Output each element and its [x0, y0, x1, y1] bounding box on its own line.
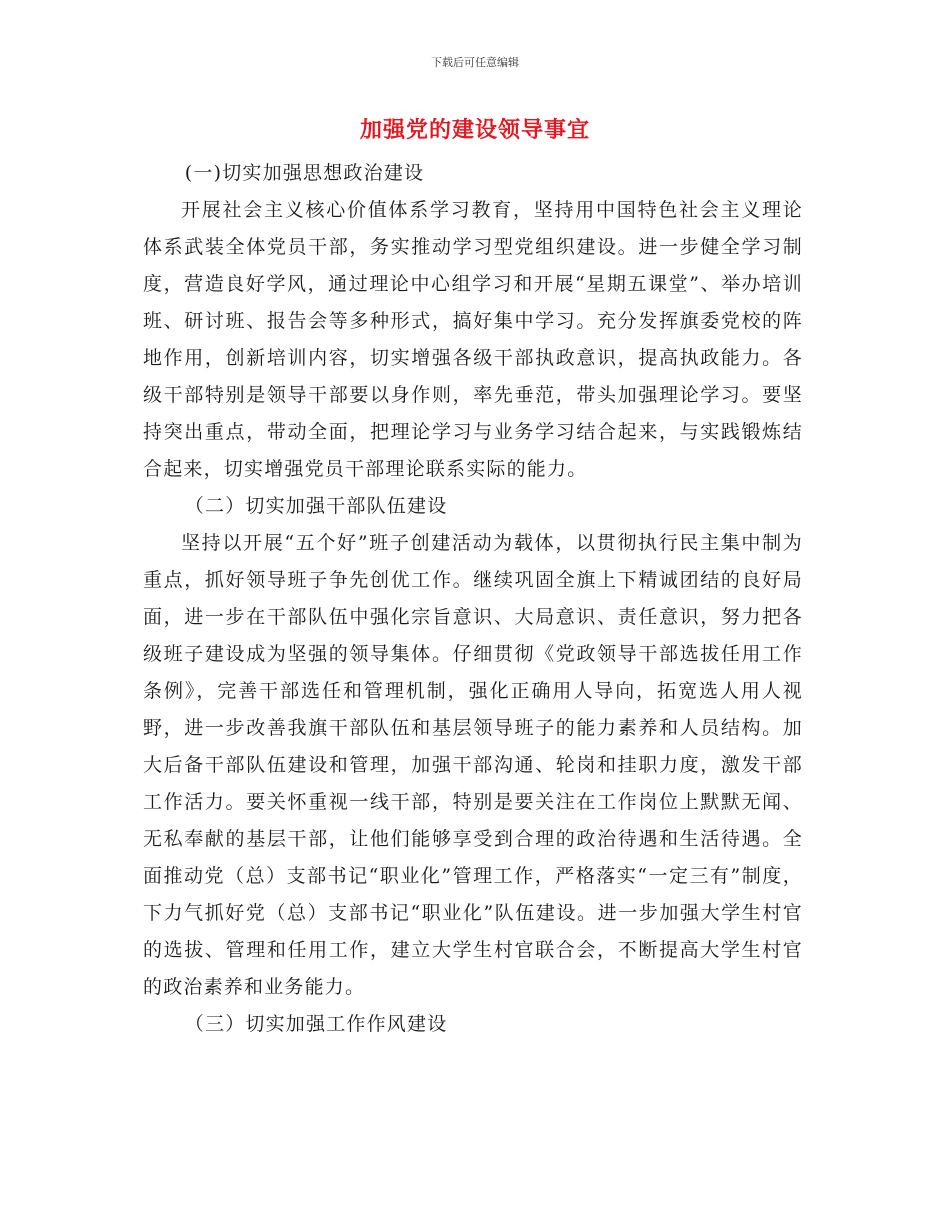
document-body: [143, 155, 803, 1043]
paragraph-2: 坚持以开展“五个好”班子创建活动为载体，以贯彻执行民主集中制为重点，抓好领导班子争先创优工作。继续巩固全旗上下精诚团结的良好局面，进一步在干部队伍中强化宗旨意识、大局意识、责任意识，努力把各级班子建设成为坚强的领导集体。仔细贯彻《党政领导干部选拔任用工作条例》，完善干部选任和管理机制，强化正确用人导向，拓宽选人用人视野，进一步改善我旗干部队伍和基层领导班子的能力素养和人员结构。加大后备干部队伍建设和管理，加强干部沟通、轮岗和挂职力度，激发干部工作活力。要关怀重视一线干部，特别是要关注在工作岗位上默默无闻、无私奉献的基层干部，让他们能够享受到合理的政治待遇和生活待遇。全面推动党（总）支部书记“职业化”管理工作，严格落实“一定三有”制度，下力气抓好党（总）支部书记“职业化”队伍建设。进一步加强大学生村官的选拔、管理和任用工作，建立大学生村官联合会，不断提高大学生村官的政治素养和业务能力。: [143, 532, 803, 998]
section-heading-1: (一)切实加强思想政治建设: [184, 162, 425, 184]
section-heading-2: （二）切实加强干部队伍建设: [184, 495, 448, 517]
section-heading-3: （三）切实加强工作作风建设: [184, 1013, 448, 1035]
document-title: 加强党的建设领导事宜: [359, 117, 590, 143]
header-note: 下载后可任意编辑: [431, 56, 519, 69]
paragraph-1: 开展社会主义核心价值体系学习教育，坚持用中国特色社会主义理论体系武装全体党员干部，务实推动学习型党组织建设。进一步健全学习制度，营造良好学风，通过理论中心组学习和开展“星期五课堂”、举办培训班、研讨班、报告会等多种形式，搞好集中学习。充分发挥旗委党校的阵地作用，创新培训内容，切实增强各级干部执政意识，提高执政能力。各级干部特别是领导干部要以身作则，率先垂范，带头加强理论学习。要坚持突出重点，带动全面，把理论学习与业务学习结合起来，与实践锻炼结合起来，切实增强党员干部理论联系实际的能力。: [143, 199, 803, 480]
